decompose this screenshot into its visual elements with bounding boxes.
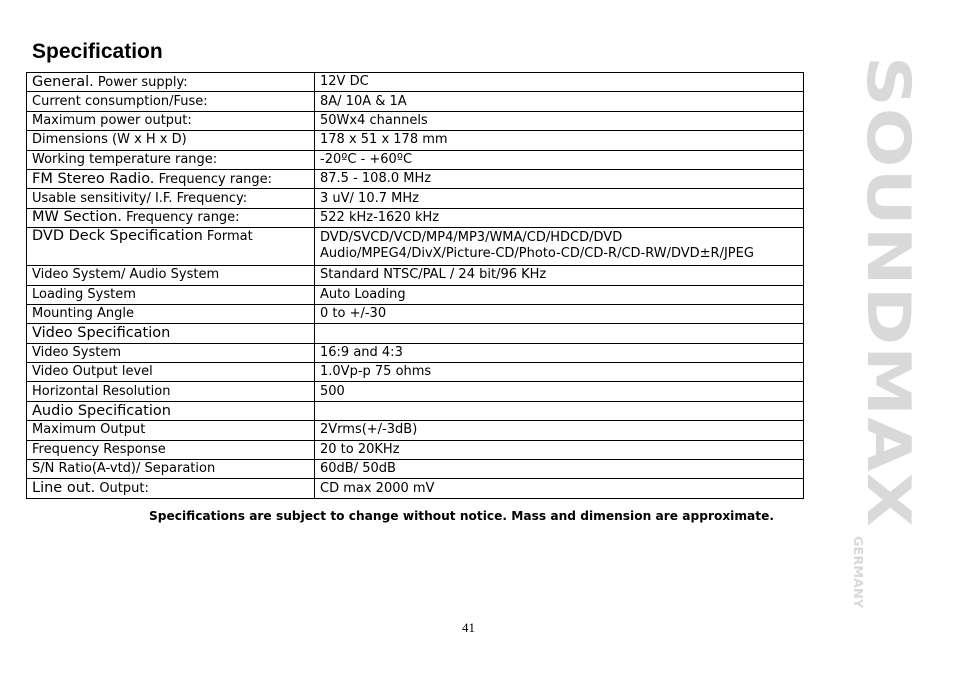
- spec-label: Video Output level: [32, 364, 153, 380]
- soundmax-logo-icon: [840, 48, 930, 618]
- brand-logo: [840, 48, 930, 604]
- spec-value-cell: [315, 440, 804, 459]
- spec-value-cell: [315, 189, 804, 208]
- spec-value-cell: [315, 73, 804, 92]
- spec-label: Maximum Output: [32, 422, 146, 438]
- spec-row: [27, 382, 804, 401]
- spec-label-cell: [27, 479, 315, 498]
- spec-row: [27, 92, 804, 111]
- spec-row: [27, 401, 804, 420]
- spec-value: 12V DC: [320, 74, 369, 90]
- spec-value-cell: [315, 421, 804, 440]
- spec-value: 50Wx4 channels: [320, 112, 428, 128]
- spec-label-cell: [27, 189, 315, 208]
- spec-value: 8A/ 10A & 1A: [320, 93, 407, 109]
- spec-value: 16:9 and 4:3: [320, 344, 403, 360]
- spec-label-cell: [27, 343, 315, 362]
- spec-label: Video System/ Audio System: [32, 267, 220, 283]
- spec-row: [27, 131, 804, 150]
- spec-value-cell: [315, 382, 804, 401]
- spec-row: [27, 304, 804, 323]
- spec-label-cell: [27, 266, 315, 285]
- spec-label-cell: [27, 131, 315, 150]
- spec-label-cell: [27, 363, 315, 382]
- spec-value-cell: [315, 304, 804, 323]
- spec-label-cell: [27, 228, 315, 266]
- spec-label: Current consumption/Fuse:: [32, 93, 208, 109]
- spec-value-cell: [315, 266, 804, 285]
- spec-label-cell: [27, 440, 315, 459]
- spec-label: Maximum power output:: [32, 112, 192, 128]
- spec-value: 178 x 51 x 178 mm: [320, 132, 448, 148]
- spec-value: CD max 2000 mV: [320, 480, 435, 496]
- spec-label-cell: [27, 382, 315, 401]
- spec-row: [27, 150, 804, 169]
- spec-row: [27, 363, 804, 382]
- specification-table-body: [27, 73, 804, 499]
- spec-value-cell: [315, 111, 804, 130]
- spec-value: 0 to +/-30: [320, 306, 387, 322]
- spec-row: [27, 73, 804, 92]
- spec-label-cell: [27, 324, 315, 343]
- spec-value: 87.5 - 108.0 MHz: [320, 171, 432, 187]
- spec-value: Auto Loading: [320, 286, 406, 302]
- spec-label: Format: [206, 229, 253, 245]
- spec-value: 3 uV/ 10.7 MHz: [320, 190, 419, 206]
- spec-label-cell: [27, 460, 315, 479]
- spec-section-heading: DVD Deck Specification: [32, 228, 203, 245]
- spec-label: Usable sensitivity/ I.F. Frequency:: [32, 190, 248, 206]
- spec-label: Dimensions (W x H x D): [32, 132, 187, 148]
- spec-label-cell: [27, 92, 315, 111]
- spec-row: [27, 460, 804, 479]
- spec-value-cell: [315, 228, 804, 266]
- spec-label-cell: [27, 169, 315, 188]
- spec-label: Working temperature range:: [32, 151, 218, 167]
- spec-row: [27, 169, 804, 188]
- spec-value-cell: [315, 131, 804, 150]
- spec-value-cell: [315, 401, 804, 420]
- spec-label-cell: [27, 285, 315, 304]
- brand-logo-tagline: GERMANY: [851, 536, 865, 604]
- spec-label-cell: [27, 208, 315, 227]
- spec-label: Frequency Response: [32, 441, 166, 457]
- spec-label: Mounting Angle: [32, 306, 134, 322]
- spec-label: Video System: [32, 344, 122, 360]
- spec-row: [27, 208, 804, 227]
- spec-value: 2Vrms(+/-3dB): [320, 422, 418, 438]
- spec-row: [27, 343, 804, 362]
- spec-value-cell: [315, 285, 804, 304]
- spec-section-heading: Line out.: [32, 480, 96, 497]
- spec-label: Frequency range:: [126, 210, 240, 226]
- brand-logo-name: SOUNDMAX: [853, 56, 923, 460]
- specification-table: [26, 72, 804, 499]
- spec-label-cell: [27, 150, 315, 169]
- spec-value: 1.0Vp-p 75 ohms: [320, 364, 432, 380]
- spec-value-cell: [315, 479, 804, 498]
- spec-section-heading: Video Specification: [32, 324, 171, 341]
- spec-value-cell: [315, 324, 804, 343]
- spec-label-cell: [27, 111, 315, 130]
- spec-value-cell: [315, 460, 804, 479]
- spec-value: 522 kHz-1620 kHz: [320, 209, 440, 225]
- disclaimer-note: Specifications are subject to change without notice. Mass and dimension are approximate.: [149, 509, 775, 523]
- spec-value-continued: Audio/MPEG4/DivX/Picture-CD/Photo-CD/CD-R/CD-RW/DVD±R/JPEG: [320, 246, 754, 262]
- page-number: 41: [462, 620, 475, 635]
- spec-label-cell: [27, 304, 315, 323]
- spec-section-heading: Audio Specification: [32, 402, 171, 419]
- spec-value: 500: [320, 383, 345, 399]
- spec-row: [27, 285, 804, 304]
- spec-value: DVD/SVCD/VCD/MP4/MP3/WMA/CD/HDCD/DVD: [320, 230, 623, 246]
- spec-section-heading: MW Section.: [32, 209, 122, 226]
- page-title: Specification: [32, 40, 163, 63]
- spec-section-heading: FM Stereo Radio.: [32, 170, 155, 187]
- spec-value-cell: [315, 150, 804, 169]
- spec-row: [27, 111, 804, 130]
- spec-row: [27, 324, 804, 343]
- spec-label-cell: [27, 401, 315, 420]
- spec-value-cell: [315, 92, 804, 111]
- spec-row: [27, 440, 804, 459]
- spec-value: -20ºC - +60ºC: [320, 151, 413, 167]
- spec-value-cell: [315, 343, 804, 362]
- spec-row: [27, 189, 804, 208]
- spec-label-cell: [27, 73, 315, 92]
- spec-row: [27, 421, 804, 440]
- spec-section-heading: General.: [32, 73, 94, 90]
- spec-label: Output:: [99, 481, 149, 497]
- spec-value-cell: [315, 208, 804, 227]
- spec-row: [27, 266, 804, 285]
- spec-value: 20 to 20KHz: [320, 441, 400, 457]
- spec-value: Standard NTSC/PAL / 24 bit/96 KHz: [320, 267, 547, 283]
- spec-label: Frequency range:: [158, 171, 273, 187]
- spec-value-cell: [315, 169, 804, 188]
- spec-row: [27, 479, 804, 498]
- spec-value-cell: [315, 363, 804, 382]
- spec-label: Loading System: [32, 286, 136, 302]
- spec-label-cell: [27, 421, 315, 440]
- spec-label: S/N Ratio(A-vtd)/ Separation: [32, 461, 216, 477]
- spec-label: Horizontal Resolution: [32, 383, 171, 399]
- spec-value: 60dB/ 50dB: [320, 461, 396, 477]
- spec-label: Power supply:: [97, 74, 188, 90]
- spec-row: [27, 228, 804, 266]
